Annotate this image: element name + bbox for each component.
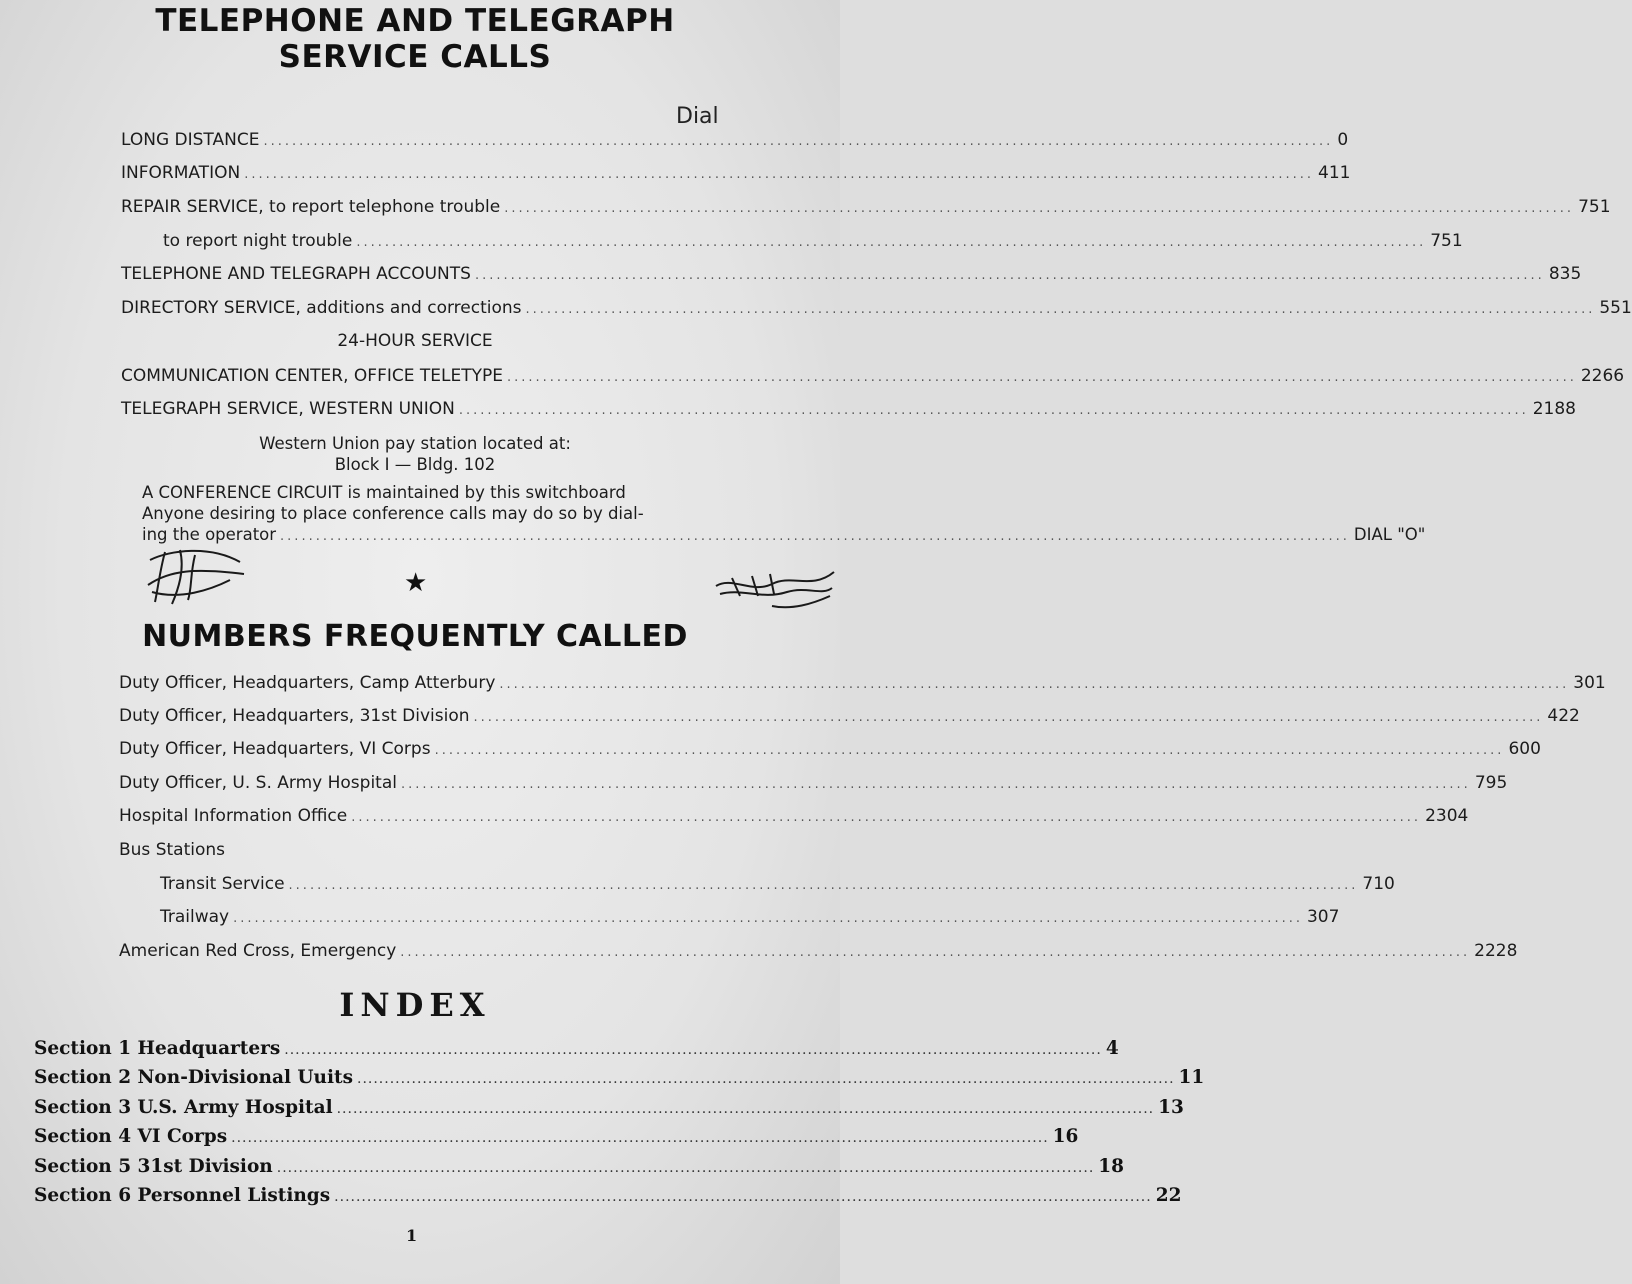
- index-page: 13: [1158, 1097, 1184, 1118]
- service-label: COMMUNICATION CENTER, OFFICE TELETYPE: [121, 366, 503, 386]
- service-row: [121, 197, 1611, 217]
- index-label: Section 4 VI Corps: [34, 1126, 228, 1147]
- index-page: 11: [1178, 1067, 1205, 1088]
- frequent-label: Duty Officer, Headquarters, Camp Atterbury: [119, 673, 496, 693]
- frequent-label: Duty Officer, U. S. Army Hospital: [119, 773, 397, 793]
- dot-leader: ......................................................................................................................................................: [356, 235, 1427, 250]
- service-number: 751: [1430, 231, 1463, 251]
- service-label: INFORMATION: [121, 163, 241, 183]
- dot-leader: ......................................................................................................................................................: [280, 529, 1350, 544]
- service-label: DIRECTORY SERVICE, additions and corrections: [121, 298, 522, 318]
- frequent-number: 301: [1573, 673, 1606, 693]
- dot-leader: ......................................................................................................................................................: [336, 1101, 1155, 1117]
- index-row: [34, 1156, 1125, 1177]
- frequent-row: [119, 706, 1580, 726]
- frequent-row: [119, 773, 1508, 793]
- frequent-label: Transit Service: [160, 874, 285, 894]
- dot-leader: ......................................................................................................................................................: [231, 1130, 1049, 1146]
- service-label: REPAIR SERVICE, to report telephone trouble: [121, 197, 501, 217]
- dot-leader: ......................................................................................................................................................: [499, 677, 1570, 692]
- index-row: [34, 1067, 1205, 1088]
- conference-note-line2: Anyone desiring to place conference calls may do so by dial-: [142, 504, 644, 523]
- dot-leader: ......................................................................................................................................................: [474, 268, 1545, 283]
- service-label: LONG DISTANCE: [121, 130, 260, 150]
- service-label: TELEGRAPH SERVICE, WESTERN UNION: [121, 399, 455, 419]
- index-row: [34, 1038, 1119, 1059]
- page-title-line2: SERVICE CALLS: [278, 39, 552, 75]
- index-label: Section 2 Non-Divisional Uuits: [34, 1067, 353, 1088]
- frequent-row: [160, 874, 1395, 894]
- dot-leader: ......................................................................................................................................................: [525, 302, 1596, 317]
- service-row: [121, 130, 1349, 150]
- dot-leader: ......................................................................................................................................................: [244, 167, 1315, 182]
- handwritten-mark-right: [712, 566, 838, 616]
- frequent-number: 710: [1362, 874, 1395, 894]
- 24-hour-heading: 24-HOUR SERVICE: [337, 331, 493, 351]
- frequent-number: 422: [1547, 706, 1580, 726]
- frequent-label: American Red Cross, Emergency: [119, 941, 397, 961]
- bus-stations-heading: [119, 842, 225, 859]
- service-number: 2188: [1532, 399, 1576, 419]
- index-page: 4: [1105, 1038, 1119, 1059]
- index-page: 18: [1098, 1156, 1125, 1177]
- service-row: [121, 298, 1632, 318]
- service-row: [121, 163, 1351, 183]
- index-title: INDEX: [339, 986, 491, 1024]
- index-row: [34, 1097, 1184, 1118]
- page-title-line1: TELEPHONE AND TELEGRAPH: [155, 3, 675, 39]
- service-label: TELEPHONE AND TELEGRAPH ACCOUNTS: [121, 264, 471, 284]
- service-row: [121, 366, 1625, 386]
- page-number: 1: [406, 1226, 418, 1245]
- frequent-row: [160, 907, 1340, 927]
- frequent-row: [119, 673, 1606, 693]
- dot-leader: ......................................................................................................................................................: [288, 878, 1359, 893]
- frequent-row: [119, 739, 1541, 759]
- conference-note-label: ing the operator: [142, 525, 277, 544]
- frequent-number: 600: [1508, 739, 1541, 759]
- dot-leader: ......................................................................................................................................................: [504, 201, 1575, 216]
- frequent-number: 2228: [1474, 941, 1518, 961]
- index-label: Section 3 U.S. Army Hospital: [34, 1097, 333, 1118]
- dot-leader: ......................................................................................................................................................: [473, 710, 1544, 725]
- index-label: Section 1 Headquarters: [34, 1038, 281, 1059]
- dot-leader: ......................................................................................................................................................: [284, 1042, 1102, 1058]
- western-union-note-line1: Western Union pay station located at:: [259, 434, 571, 453]
- index-page: 16: [1052, 1126, 1079, 1147]
- service-number: 835: [1548, 264, 1582, 284]
- frequent-label: Duty Officer, Headquarters, VI Corps: [119, 739, 431, 759]
- dot-leader: ......................................................................................................................................................: [434, 743, 1505, 758]
- star-icon: ★: [404, 568, 428, 598]
- index-row: [34, 1126, 1079, 1147]
- dial-column-heading: Dial: [676, 104, 719, 129]
- frequent-number: 2304: [1425, 806, 1469, 826]
- service-label: to report night trouble: [163, 231, 353, 251]
- service-row: [163, 231, 1463, 251]
- index-label: Section 5 31st Division: [34, 1156, 273, 1177]
- frequent-label: Duty Officer, Headquarters, 31st Division: [119, 706, 470, 726]
- frequent-row: [119, 941, 1518, 961]
- dot-leader: ......................................................................................................................................................: [357, 1071, 1175, 1087]
- conference-note-value: DIAL "O": [1353, 525, 1426, 544]
- dot-leader: ......................................................................................................................................................: [506, 370, 1577, 385]
- dot-leader: ......................................................................................................................................................: [400, 945, 1471, 960]
- index-row: [34, 1185, 1182, 1206]
- dot-leader: ......................................................................................................................................................: [233, 911, 1303, 926]
- dot-leader: ......................................................................................................................................................: [334, 1189, 1152, 1205]
- frequent-label: Hospital Information Office: [119, 806, 348, 826]
- frequent-numbers-title: NUMBERS FREQUENTLY CALLED: [142, 619, 688, 654]
- service-number: 0: [1337, 130, 1349, 150]
- frequent-number: 307: [1306, 907, 1340, 927]
- service-number: 751: [1578, 197, 1611, 217]
- dot-leader: ......................................................................................................................................................: [351, 810, 1422, 825]
- western-union-note-line2: Block I — Bldg. 102: [334, 455, 496, 474]
- service-number: 551: [1599, 298, 1632, 318]
- index-label: Section 6 Personnel Listings: [34, 1185, 331, 1206]
- handwritten-mark-left: [140, 540, 252, 606]
- conference-note-line1: A CONFERENCE CIRCUIT is maintained by this switchboard: [142, 483, 626, 502]
- dot-leader: ......................................................................................................................................................: [400, 777, 1471, 792]
- service-row: [121, 399, 1576, 419]
- dot-leader: ......................................................................................................................................................: [276, 1160, 1095, 1176]
- service-number: 2266: [1580, 366, 1625, 386]
- dot-leader: ......................................................................................................................................................: [458, 403, 1529, 418]
- frequent-label: Trailway: [160, 907, 230, 927]
- index-page: 22: [1155, 1185, 1182, 1206]
- service-number: 411: [1318, 163, 1351, 183]
- frequent-row: [119, 806, 1469, 826]
- service-row: [121, 264, 1582, 284]
- bus-stations-label: Bus Stations: [119, 840, 225, 860]
- conference-note: [142, 482, 1426, 547]
- frequent-number: 795: [1474, 773, 1508, 793]
- dot-leader: ......................................................................................................................................................: [263, 134, 1334, 149]
